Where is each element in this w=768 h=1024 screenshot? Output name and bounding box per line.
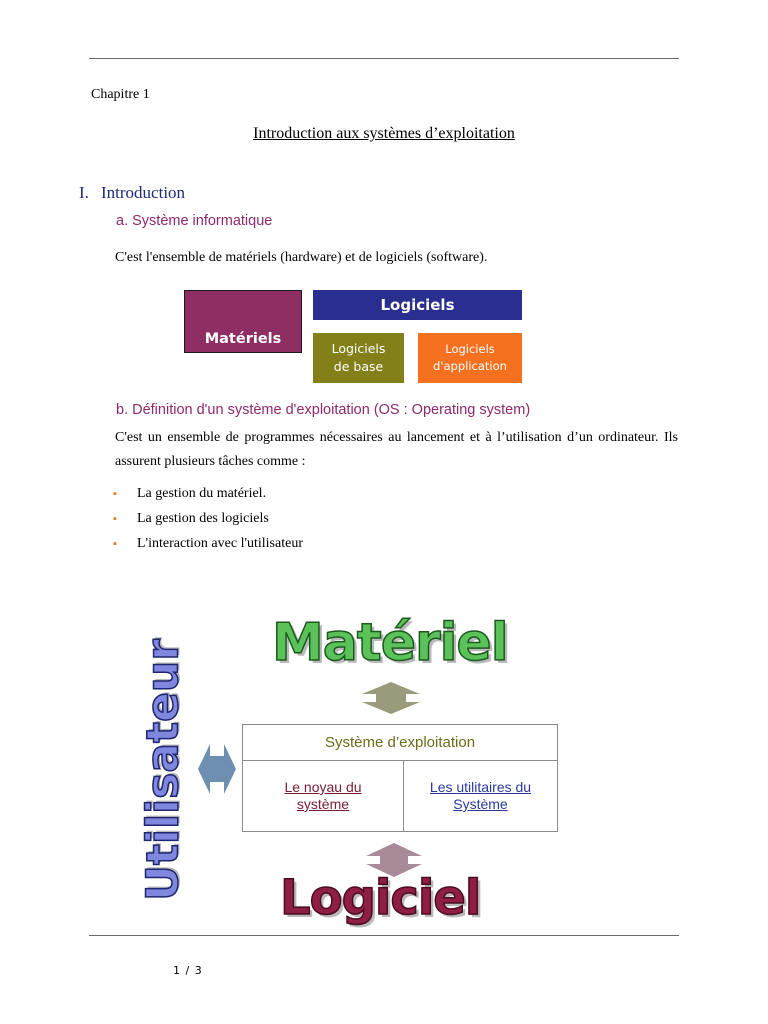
noyau-line1: Le noyau du — [284, 779, 362, 795]
leftright-arrow-icon — [198, 744, 236, 794]
os-diagram-table — [242, 724, 558, 832]
paragraph-systeme: C'est l'ensemble de matériels (hardware) et de logiciels (software). — [115, 250, 488, 265]
bottom-rule — [89, 935, 679, 936]
list-item — [113, 536, 303, 552]
section-number: I. — [79, 183, 89, 202]
os-title: Système d’exploitation — [243, 725, 557, 761]
list-item-text: La gestion des logiciels — [137, 511, 269, 526]
list-item-text: L'interaction avec l'utilisateur — [137, 536, 303, 551]
paragraph-definition: C'est un ensemble de programmes nécessaires au lancement et à l’utilisation d’un ordinateur. Ils assurent plusieurs tâches comme : — [115, 430, 678, 469]
box-base-line2: de base — [333, 359, 384, 374]
section-title: Introduction — [101, 183, 186, 202]
box-app-line1: Logiciels — [445, 342, 495, 356]
page-number: 1 / 3 — [173, 964, 203, 977]
box-app-line2: d'application — [433, 359, 507, 373]
chapter-label: Chapitre 1 — [91, 87, 150, 102]
subsection-b-heading: b. Définition d'un système d'exploitation (OS : Operating system) — [116, 402, 531, 418]
utilisateur-wordart: Utilisateur — [137, 639, 189, 901]
box-logiciels-label: Logiciels — [380, 296, 455, 314]
noyau-line2: système — [296, 796, 350, 812]
section-heading — [79, 183, 185, 203]
list-item-text: La gestion du matériel. — [137, 486, 267, 501]
utilitaires-line2: Système — [453, 796, 508, 812]
box-logiciels-de-base — [313, 333, 404, 383]
os-cell-noyau — [243, 761, 404, 831]
bullet-icon: ▪ — [113, 513, 117, 525]
box-base-line1: Logiciels — [331, 341, 386, 356]
subsection-a-heading: a. Système informatique — [116, 213, 273, 229]
utilitaires-line1: Les utilitaires du — [429, 779, 532, 795]
list-item — [113, 511, 269, 527]
updown-arrow-icon — [362, 682, 420, 714]
list-item — [113, 486, 266, 502]
box-logiciels-application — [418, 333, 522, 383]
top-rule — [89, 58, 679, 59]
bullet-icon: ▪ — [113, 538, 117, 550]
box-logiciels — [313, 290, 522, 320]
box-materiels-label: Matériels — [204, 331, 282, 347]
bullet-icon: ▪ — [113, 488, 117, 500]
box-materiels — [184, 290, 302, 353]
materiel-wordart: Matériel — [272, 613, 508, 673]
page-title: Introduction aux systèmes d’exploitation — [253, 125, 515, 142]
logiciel-wordart: Logiciel — [280, 870, 481, 926]
os-cell-utilitaires — [404, 761, 557, 831]
